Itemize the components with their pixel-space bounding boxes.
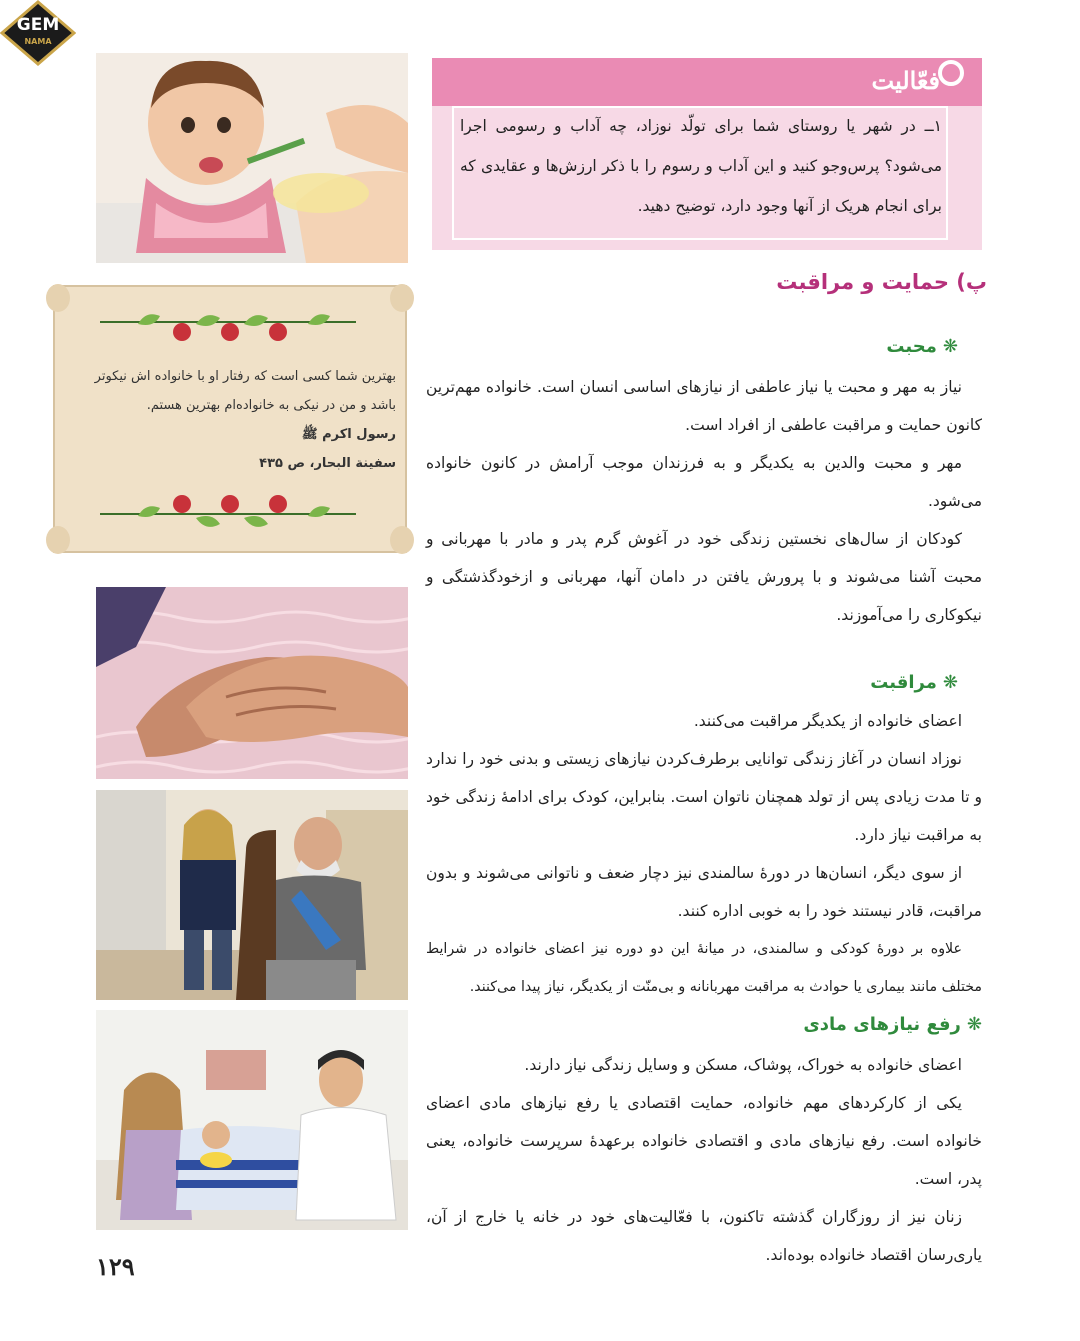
moraghebat-paragraph-4: علاوه بر دورهٔ کودکی و سالمندی، در میانهٔ این دو دوره نیز اعضای خانواده در شرایط مختلف مانند بیماری یا حوادث به مراقبت مهربانانه و بی‌منّت از یکدیگر، نیاز پیدا می‌کنند.: [426, 941, 982, 995]
hadith-text-block: [70, 362, 396, 478]
hadith-author: رسول اکرم ﷺ: [301, 427, 396, 442]
subheading-moraghebat: [870, 672, 958, 693]
family-care-photo: [96, 1010, 408, 1230]
activity-question: ۱ــ در شهر یا روستای شما برای تولّد نوزاد، چه آداب و رسومی اجرا می‌شود؟ پرس‌وجو کنید و این آداب و رسوم را با ذکر ارزش‌ها و عقایدی که برای انجام هریک از آنها وجود دارد، توضیح دهید.: [460, 117, 942, 215]
moraghebat-text: [426, 702, 982, 1006]
logo-text-nama: NAMA: [24, 37, 52, 46]
moraghebat-paragraph-3: از سوی دیگر، انسان‌ها در دورهٔ سالمندی نیز دچار ضعف و ناتوانی می‌شوند و بدون مراقبت، قادر نیستند خود را به خوبی اداره کنند.: [426, 864, 982, 920]
activity-circle-icon: [938, 60, 964, 86]
holding-hands-photo: [96, 587, 408, 779]
mahabbat-paragraph-3: کودکان از سال‌های نخستین زندگی خود در آغوش گرم پدر و مادر با مهربانی و محبت آشنا می‌شوند و با پرورش یافتن در دامان آنها، مهربانی و ازخودگذشتگی و نیکوکاری را می‌آموزند.: [426, 530, 982, 624]
flower-icon: ❋: [942, 336, 958, 357]
niaz-paragraph-3: زنان نیز از روزگاران گذشته تاکنون، با فعّالیت‌های خود در خانه یا خارج از آن، یاری‌رسان اقتصاد خانواده بوده‌اند.: [426, 1208, 982, 1264]
logo-text-gem: GEM: [16, 15, 60, 35]
mahabbat-text: [426, 368, 982, 634]
hadith-text: بهترین شما کسی است که رفتار او با خانواده اش نیکوتر باشد و من در نیکی به خانواده‌ام بهترین هستم.: [94, 369, 396, 413]
girl-grandfather-photo: [96, 790, 408, 1000]
subheading-niaz: [803, 1014, 982, 1035]
subheading-niaz-text: رفع نیازهای مادی: [803, 1014, 961, 1035]
niaz-text: [426, 1046, 982, 1274]
subheading-moraghebat-text: مراقبت: [870, 672, 937, 693]
niaz-paragraph-2: یکی از کارکردهای مهم خانواده، حمایت اقتصادی یا رفع نیازهای مادی اعضای خانواده است. رفع نیازهای مادی و اقتصادی خانواده برعهدهٔ سرپرست خانواده، یعنی پدر، است.: [426, 1094, 982, 1188]
activity-title: فعّالیت: [871, 66, 940, 95]
moraghebat-paragraph-1: اعضای خانواده از یکدیگر مراقبت می‌کنند.: [693, 712, 962, 730]
moraghebat-paragraph-2: نوزاد انسان در آغاز زندگی توانایی برطرف‌کردن نیازهای زیستی و بدنی خود را ندارد و تا مدت زیادی پس از تولد همچنان ناتوان است. بنابراین، کودک برای ادامهٔ زندگی خود به مراقبت نیاز دارد.: [426, 750, 982, 844]
mahabbat-paragraph-1: نیاز به مهر و محبت یا نیاز عاطفی از نیازهای اساسی انسان است. خانواده مهم‌ترین کانون حمایت و مراقبت عاطفی از افراد است.: [426, 378, 982, 434]
subheading-mahabbat: [886, 336, 958, 357]
page-number: ۱۲۹: [96, 1252, 135, 1281]
gemnama-logo: [0, 0, 76, 66]
flower-icon: ❋: [966, 1014, 982, 1035]
subheading-mahabbat-text: محبت: [886, 336, 937, 357]
baby-feeding-photo: [96, 53, 408, 263]
hadith-source: سفینة البحار، ص ۴۳۵: [259, 456, 396, 471]
section-title: پ) حمایت و مراقبت: [776, 270, 987, 294]
mahabbat-paragraph-2: مهر و محبت والدین به یکدیگر و به فرزندان موجب آرامش در کانون خانواده می‌شود.: [426, 454, 982, 510]
niaz-paragraph-1: اعضای خانواده به خوراک، پوشاک، مسکن و وسایل زندگی نیاز دارند.: [524, 1056, 962, 1074]
flower-icon: ❋: [942, 672, 958, 693]
